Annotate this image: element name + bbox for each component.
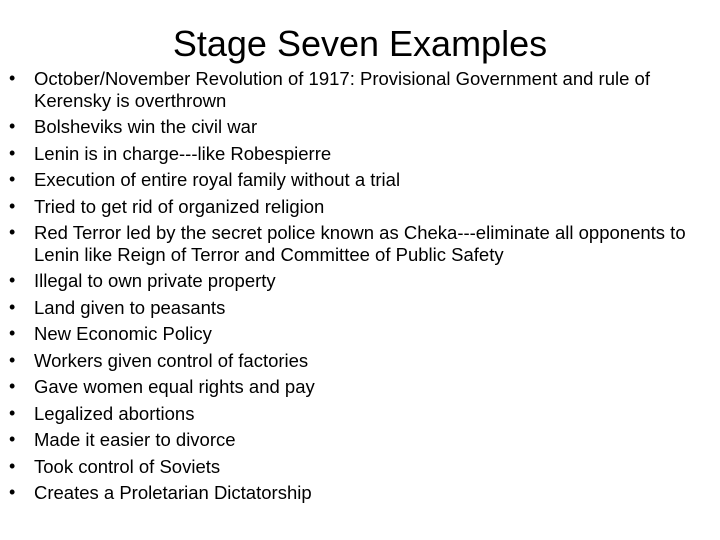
bullet-text: Gave women equal rights and pay: [34, 376, 315, 397]
bullet-text: October/November Revolution of 1917: Provisional Government and rule of Kerensky is overthrown: [34, 68, 650, 111]
bullet-text: Illegal to own private property: [34, 270, 276, 291]
slide-title: Stage Seven Examples: [172, 23, 548, 64]
bullet-icon: •: [9, 296, 16, 317]
bullet-text: Took control of Soviets: [34, 455, 221, 477]
bullet-text: Execution of entire royal family without a trial: [34, 169, 401, 190]
bullet-text: Tried to get rid of organized religion: [34, 195, 325, 217]
bullet-text: Lenin is in charge---like Robespierre: [34, 142, 332, 164]
bullet-item: [6, 323, 712, 345]
bullet-icon: •: [9, 323, 16, 343]
bullet-icon: •: [9, 270, 16, 290]
bullet-text: New Economic Policy: [34, 323, 212, 344]
bullet-icon: •: [9, 116, 16, 136]
bullet-item: [6, 196, 712, 218]
bullet-item: [6, 116, 712, 138]
bullet-icon: •: [9, 195, 16, 216]
bullet-item: [6, 429, 712, 451]
bullet-text: Land given to peasants: [34, 296, 226, 318]
bullet-icon: •: [9, 222, 16, 242]
bullet-item: [6, 270, 712, 292]
bullet-item: [6, 297, 712, 319]
bullet-item: [6, 350, 712, 372]
bullet-icon: •: [9, 169, 16, 189]
bullet-item: [6, 482, 712, 504]
bullet-item: [6, 68, 712, 111]
bullet-text: Made it easier to divorce: [34, 429, 236, 450]
bullet-text: Workers given control of factories: [34, 349, 309, 371]
bullet-item: [6, 456, 712, 478]
bullet-list: [6, 68, 712, 509]
bullet-icon: •: [9, 349, 16, 370]
bullet-item: [6, 169, 712, 191]
bullet-icon: •: [9, 68, 16, 88]
bullet-text: Bolsheviks win the civil war: [34, 116, 258, 137]
bullet-text: Creates a Proletarian Dictatorship: [34, 482, 312, 503]
bullet-item: [6, 222, 712, 265]
bullet-item: [6, 143, 712, 165]
bullet-text: Red Terror led by the secret police known as Cheka---eliminate all opponents to Lenin like Reign of Terror and Committee of Public Safety: [34, 222, 686, 265]
bullet-icon: •: [9, 142, 16, 163]
bullet-icon: •: [9, 402, 16, 423]
bullet-icon: •: [9, 429, 16, 449]
bullet-icon: •: [9, 482, 16, 502]
bullet-item: [6, 403, 712, 425]
bullet-item: [6, 376, 712, 398]
bullet-icon: •: [9, 455, 16, 476]
bullet-icon: •: [9, 376, 16, 396]
bullet-text: Legalized abortions: [34, 402, 195, 424]
